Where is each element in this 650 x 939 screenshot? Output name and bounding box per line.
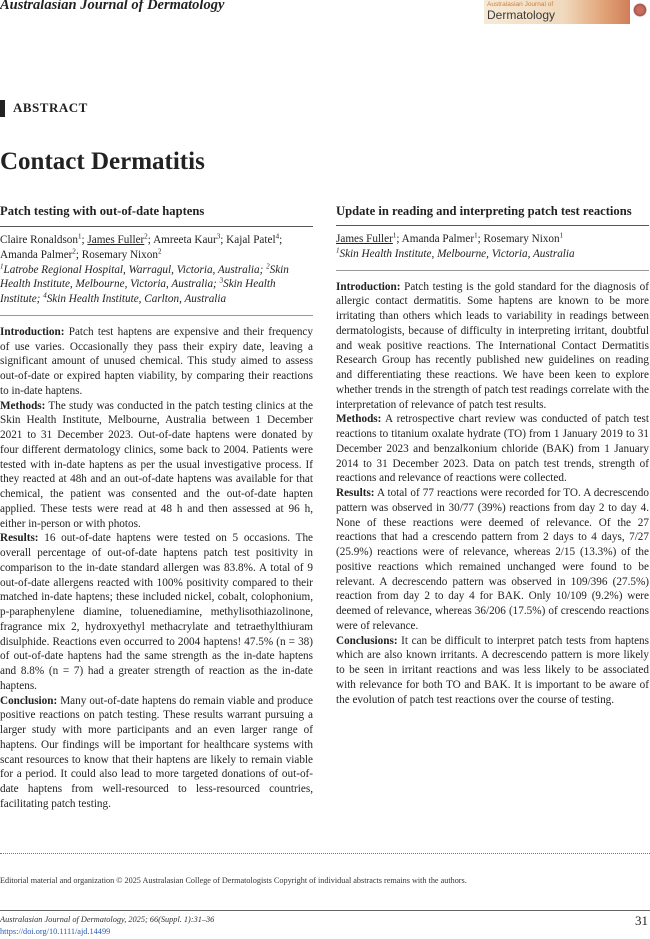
author-list <box>0 233 313 263</box>
affiliation-text: Latrobe Regional Hospital, Warragul, Victoria, Australia; <box>3 263 267 276</box>
author-separator: ; <box>396 233 402 245</box>
section-heading: Methods: <box>336 413 382 426</box>
abstract-section <box>0 399 313 532</box>
author-affiliation-number: 4 <box>275 232 280 241</box>
section-text: 16 out-of-date haptens were tested on 5 occasions. The overall percentage of out-of-date haptens patch test positivity in comparison to the in-date standard allergen was 83.8%. A total of 9 out-of-date allergens reacted with 100% positivity compared to their matched in-date haptens; these included nickel, cobalt, colophonium, p-paraphenylene diamine, toluenediamine, methylisothiazolinone, fragrance mix 2, hydroxyethyl methacrylate and tetraethylthiuram disulphide. Reactions even occurred to 2004 haptens! 47.5% (n = 38) of out-of-date haptens had the same strength as the in-date haptens and 8.8% (n = 7) had a greater strength of reaction as the in-date haptens. <box>0 532 313 692</box>
affiliations <box>336 247 649 262</box>
section-text: The study was conducted in the patch testing clinics at the Skin Health Institute, Melbourne, Australia between 1 December 2021 to 31 December 2023. Out-of-date haptens were donated by four different dermatology clinics, some back to 2004. Patients were tested with in-date haptens as per the usual investigative process. If they reacted at 48h and an out-of-date haptens was available for that chemical, the patient was consented and the out-of-date hapten applied. These tests were read at 48 h and then assessed at 96 h, either in-person or with photos. <box>0 399 313 530</box>
author-separator: ; <box>279 234 283 246</box>
affiliation-number: 3 <box>219 276 224 285</box>
abstract-section <box>336 412 649 486</box>
author-affiliation-number: 3 <box>216 232 221 241</box>
title-divider <box>336 225 649 226</box>
author-name: Claire Ronaldson <box>0 234 78 246</box>
section-heading: Conclusion: <box>0 694 58 707</box>
section-text: Patch testing is the gold standard for the diagnosis of allergic contact dermatitis. Some haptens are known to be more irritating than others which leads to variability in readings between dermatologists, because of difficulty in interpreting irritant, doubtful and weak positive reactions. The International Contact Dermatitis Research Group has recently published new guidelines on reading and differentiating these reactions. We have been keen to explore whether trends in the strength of patch test readings correlate with the interpretation of relevance of patch test results. <box>336 280 649 411</box>
abstract-label: ABSTRACT <box>13 100 88 115</box>
abstract-body <box>336 280 649 708</box>
author-separator: ; <box>81 234 88 246</box>
author-name: James Fuller <box>87 234 145 246</box>
author-separator: ; <box>477 233 484 245</box>
section-text: Patch test haptens are expensive and their frequency of use varies. Occasionally they pass their expiry date, leaving a significant amount of unused chemical. This study aimed to assess out-of-date or expired hapten viability, by comparing their reactions to in-date haptens. <box>0 325 313 397</box>
author-affiliation-number: 2 <box>157 247 162 256</box>
affiliation-number: 1 <box>336 246 340 255</box>
journal-title: Australasian Journal of Dermatology <box>0 0 225 13</box>
author-affiliation-number: 1 <box>392 231 397 240</box>
page-number: 31 <box>635 913 648 928</box>
affiliation-number: 1 <box>0 261 4 270</box>
section-heading: Conclusions: <box>336 634 398 647</box>
author-affiliation-number: 2 <box>144 232 148 241</box>
section-marker-bar <box>0 100 5 117</box>
author-separator: ; <box>147 234 154 246</box>
author-name: Amreeta Kaur <box>153 234 217 246</box>
section-text: It can be difficult to interpret patch tests from haptens which are also known irritants. A decrescendo pattern is more likely to be seen in irritant reactions and was less likely to be associated with relevance for both TO and BAK. It is important to be aware of the evolution of patch test reactions over the course of testing. <box>336 634 649 706</box>
author-name: Rosemary Nixon <box>81 248 158 261</box>
author-name: Amanda Palmer <box>401 233 475 245</box>
logo-line1: Australasian Journal of <box>487 1 554 8</box>
section-heading: Introduction: <box>336 280 401 293</box>
abstract-section <box>336 280 649 413</box>
author-affiliation-number: 1 <box>559 231 564 240</box>
affiliations <box>0 263 313 307</box>
citation: Australasian Journal of Dermatology, 2025; 66(Suppl. 1):31–36 <box>0 915 215 924</box>
section-title: Contact Dermatitis <box>0 148 205 175</box>
journal-logo <box>484 0 630 24</box>
affiliation-divider <box>0 315 313 316</box>
affiliation-text: Skin Health Institute; <box>0 278 276 305</box>
author-affiliation-number: 1 <box>474 231 478 240</box>
section-text: A total of 77 reactions were recorded for TO. A decrescendo pattern was observed in 30/77 (39%) reactions from day 2 to day 4. None of these reactions were deemed of relevance. Of the 27 reactions that had a crescendo pattern from 2 days to 4 days, 7/27 (25.9%) reactions were of relevance, whereas 2/15 (13.3%) of the positive reactions which remained unchanged were found to be relevant. A decrescendo pattern was observed in 109/396 (27.5%) reaction from day 2 to day 4 for BAK. Only 10/109 (9.2%) were deemed of relevance, whereas 36/206 (17.5%) of crescendo reactions were of relevance. <box>336 487 649 632</box>
affiliation-number: 2 <box>266 261 270 270</box>
copyright-notice: Editorial material and organization © 2025 Australasian College of Dermatologists Copyright of individual abstracts remains with the authors. <box>0 876 467 885</box>
abstract-2 <box>336 204 649 707</box>
author-list <box>336 232 649 247</box>
abstract-body <box>0 325 313 812</box>
section-text: A retrospective chart review was conducted of patch test reactions to titanium oxalate hydrate (TO) from 1 January 2019 to 31 December 2023 and benzalkonium chloride (BAK) from 1 January 2014 to 31 December 2023. Data on patch test trends, strength of reactions and relevance of reactions were collected. <box>336 413 649 485</box>
affiliation-number: 4 <box>43 291 47 300</box>
abstract-section <box>336 634 649 708</box>
author-name: Rosemary Nixon <box>483 233 560 245</box>
author-name: Amanda Palmer <box>0 248 73 261</box>
abstract-section <box>336 486 649 634</box>
author-separator: ; <box>75 248 82 261</box>
affiliation-text: Skin Health Institute, Melbourne, Victoria, Australia; <box>0 263 289 291</box>
abstract-1 <box>0 204 313 812</box>
abstract-section <box>0 531 313 693</box>
college-emblem-icon <box>633 3 647 17</box>
author-affiliation-number: 1 <box>78 232 82 241</box>
author-name: Kajal Patel <box>226 234 276 246</box>
affiliation-text: Skin Health Institute, Carlton, Australia <box>46 293 227 305</box>
section-heading: Methods: <box>0 399 46 412</box>
affiliation-text: Skin Health Institute, Melbourne, Victoria, Australia <box>339 247 575 260</box>
footer-divider <box>0 910 650 911</box>
author-name: James Fuller <box>336 233 393 245</box>
section-text: Many out-of-date haptens do remain viable and produce positive reactions on patch testing. These results warrant pursuing a larger study with more participants and an even larger range of haptens. Our findings will be important for healthcare systems with scant resources to know that their haptens are likely to remain viable for a period. It could also lead to more targeted donations of out-of-date haptens from well-resourced to less-resourced countries, facilitating patch testing. <box>0 694 313 810</box>
section-heading: Introduction: <box>0 325 65 338</box>
abstract-title: Update in reading and interpreting patch test reactions <box>336 204 632 218</box>
author-separator: ; <box>220 234 227 246</box>
title-divider <box>0 226 313 227</box>
abstract-title: Patch testing with out-of-date haptens <box>0 204 205 218</box>
abstract-section <box>0 325 313 399</box>
affiliation-divider <box>336 270 649 271</box>
logo-line2: Dermatology <box>487 8 556 22</box>
author-affiliation-number: 2 <box>72 247 76 256</box>
section-heading: Results: <box>336 487 375 499</box>
doi-link[interactable]: https://doi.org/10.1111/ajd.14499 <box>0 927 111 936</box>
section-heading: Results: <box>0 532 39 545</box>
abstract-section <box>0 694 313 812</box>
footer-dotted-divider <box>0 853 650 854</box>
